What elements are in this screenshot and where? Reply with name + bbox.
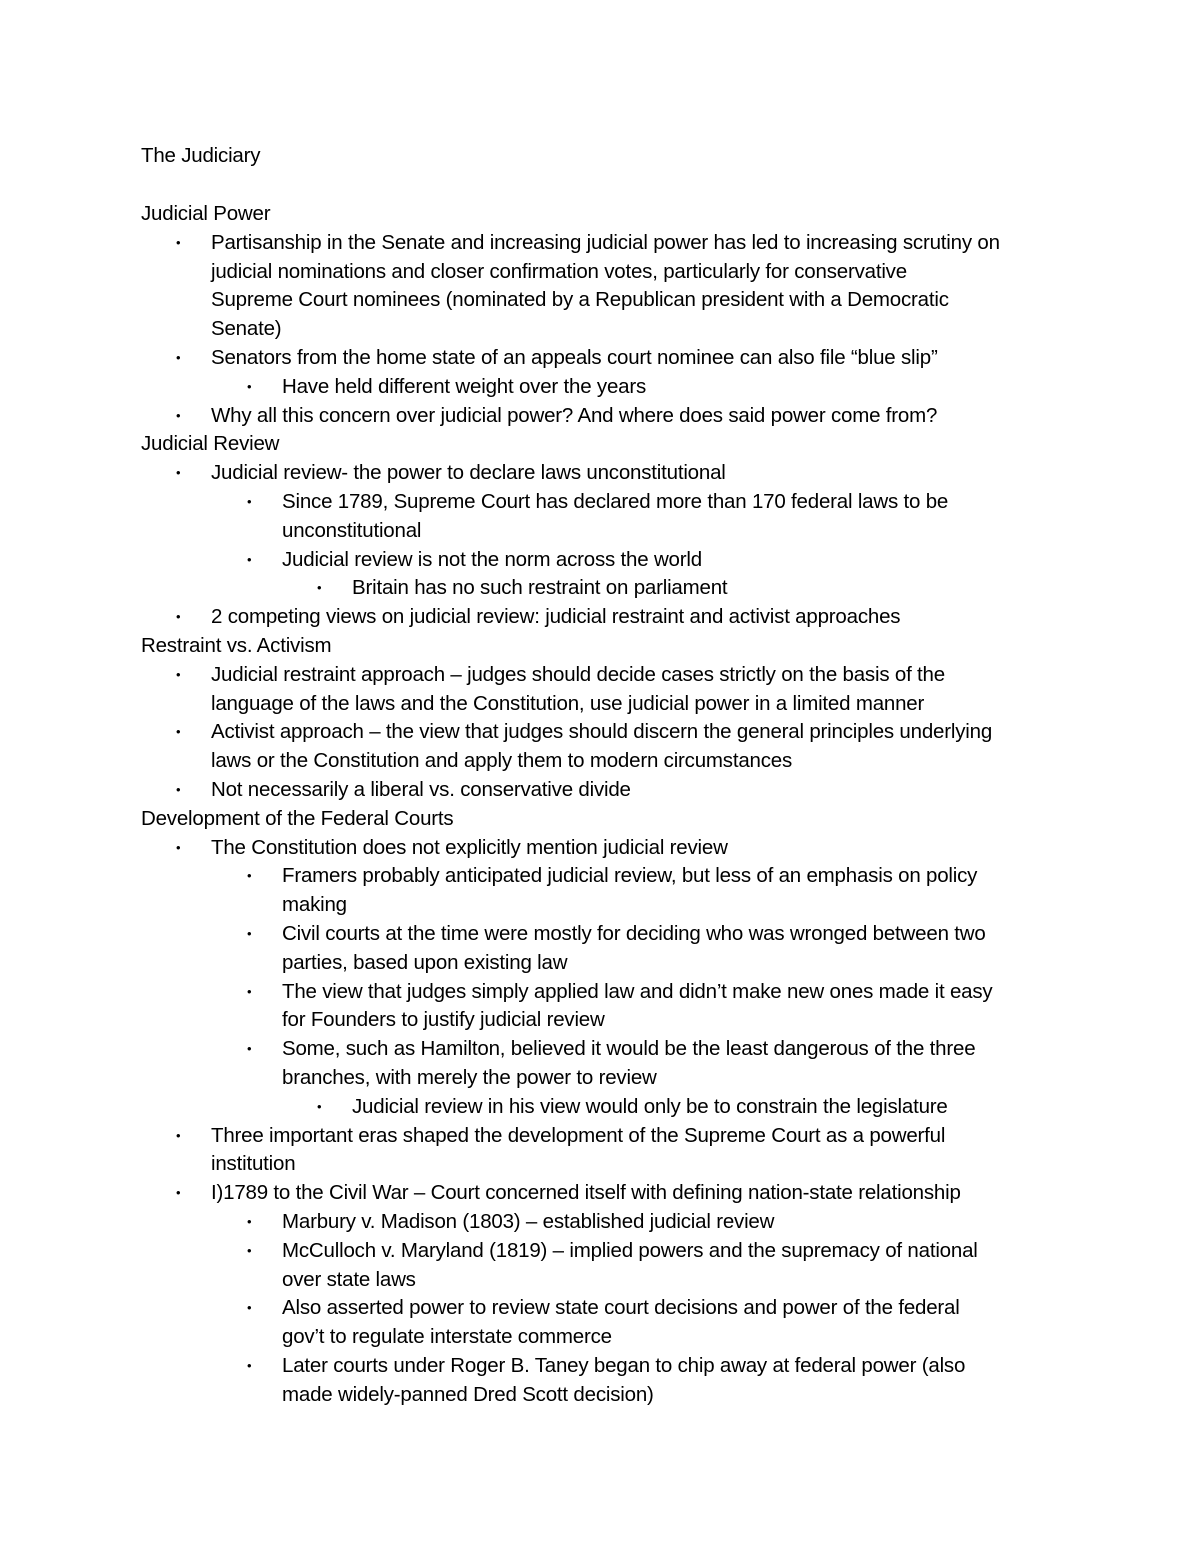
list-item-text: Later courts under Roger B. Taney began to chip away at federal power (also bbox=[282, 1354, 966, 1377]
list-item-text: Civil courts at the time were mostly for deciding who was wronged between two bbox=[282, 922, 986, 945]
list-item-text: Since 1789, Supreme Court has declared more than 170 federal laws to be bbox=[282, 490, 949, 513]
list-item-text: gov’t to regulate interstate commerce bbox=[282, 1325, 612, 1349]
bullet-icon: • bbox=[176, 666, 181, 682]
bullet-icon: • bbox=[247, 1242, 252, 1258]
bullet-icon: • bbox=[247, 1041, 252, 1057]
section-heading: Judicial Review bbox=[141, 432, 280, 456]
list-item-text: Framers probably anticipated judicial review, but less of an emphasis on policy bbox=[282, 864, 978, 888]
list-item-text: 2 competing views on judicial review: judicial restraint and activist approaches bbox=[211, 605, 901, 629]
bullet-icon: • bbox=[176, 1185, 181, 1201]
list-item-text: Also asserted power to review state court decisions and power of the federal bbox=[282, 1296, 960, 1320]
list-item-text: laws or the Constitution and apply them to modern circumstances bbox=[211, 749, 793, 773]
document-title: The Judiciary bbox=[141, 144, 261, 167]
list-item-text: parties, based upon existing law bbox=[282, 950, 568, 974]
list-item-text: Why all this concern over judicial power? And where does said power come from? bbox=[211, 403, 938, 427]
list-item-text: Britain has no such restraint on parliament bbox=[352, 576, 728, 600]
list-item-text: Have held different weight over the years bbox=[282, 374, 647, 398]
bullet-icon: • bbox=[247, 1358, 252, 1373]
list-item-text: for Founders to justify judicial review bbox=[282, 1008, 605, 1032]
list-item-text: McCulloch v. Maryland (1819) – implied powers and the supremacy of national bbox=[282, 1238, 978, 1262]
bullet-icon: • bbox=[176, 234, 181, 250]
bullet-icon: • bbox=[247, 1300, 252, 1316]
list-item-text: over state laws bbox=[282, 1267, 416, 1291]
list-item-text: made widely-panned Dred Scott decision) bbox=[282, 1382, 654, 1406]
bullet-icon: • bbox=[176, 350, 181, 365]
bullet-icon: • bbox=[176, 609, 181, 625]
list-item-text: unconstitutional bbox=[282, 518, 422, 542]
bullet-icon: • bbox=[247, 926, 252, 941]
list-item-text: branches, with merely the power to review bbox=[282, 1066, 657, 1089]
list-item-text: Marbury v. Madison (1803) – established judicial review bbox=[282, 1210, 775, 1233]
list-item-text: making bbox=[282, 893, 347, 917]
bullet-icon: • bbox=[176, 1127, 181, 1143]
list-item-text: Judicial restraint approach – judges should decide cases strictly on the basis of the bbox=[211, 662, 945, 686]
list-item-text: Supreme Court nominees (nominated by a Republican president with a Democratic bbox=[211, 288, 949, 312]
list-item-text: I)1789 to the Civil War – Court concerned itself with defining nation-state relationship bbox=[211, 1181, 961, 1205]
list-item-text: Partisanship in the Senate and increasing judicial power has led to increasing scrutiny on bbox=[211, 230, 1000, 254]
bullet-icon: • bbox=[247, 551, 252, 567]
list-item-text: Judicial review is not the norm across the world bbox=[282, 547, 702, 571]
bullet-icon: • bbox=[317, 1098, 322, 1114]
bullet-icon: • bbox=[176, 782, 181, 797]
list-item-text: Judicial review- the power to declare laws unconstitutional bbox=[211, 461, 726, 485]
list-item-text: Senators from the home state of an appeals court nominee can also file “blue slip” bbox=[211, 346, 938, 369]
bullet-icon: • bbox=[247, 868, 252, 884]
bullet-icon: • bbox=[247, 378, 252, 394]
list-item-text: Judicial review in his view would only be to constrain the legislature bbox=[352, 1094, 948, 1118]
section-heading: Judicial Power bbox=[141, 202, 271, 225]
list-item-text: Senate) bbox=[211, 317, 282, 341]
list-item-text: language of the laws and the Constitution, use judicial power in a limited manner bbox=[211, 691, 925, 715]
section-heading: Restraint vs. Activism bbox=[141, 634, 332, 657]
list-item-text: The Constitution does not explicitly mention judicial review bbox=[211, 835, 728, 859]
list-item-text: Activist approach – the view that judges should discern the general principles underlying bbox=[211, 720, 993, 744]
list-item-text: Three important eras shaped the development of the Supreme Court as a powerful bbox=[211, 1123, 946, 1147]
bullet-icon: • bbox=[317, 580, 322, 596]
section-heading: Development of the Federal Courts bbox=[141, 806, 454, 830]
bullet-icon: • bbox=[176, 407, 181, 423]
bullet-icon: • bbox=[176, 724, 181, 740]
bullet-icon: • bbox=[176, 839, 181, 855]
bullet-icon: • bbox=[176, 465, 181, 481]
list-item-text: Some, such as Hamilton, believed it would be the least dangerous of the three bbox=[282, 1037, 976, 1061]
list-item-text: judicial nominations and closer confirmation votes, particularly for conservative bbox=[211, 259, 907, 283]
bullet-icon: • bbox=[247, 1214, 252, 1229]
list-item-text: The view that judges simply applied law and didn’t make new ones made it easy bbox=[282, 979, 993, 1003]
list-item-text: Not necessarily a liberal vs. conservative divide bbox=[211, 778, 631, 801]
bullet-icon: • bbox=[247, 494, 252, 509]
list-item-text: institution bbox=[211, 1152, 296, 1176]
bullet-icon: • bbox=[247, 983, 252, 999]
